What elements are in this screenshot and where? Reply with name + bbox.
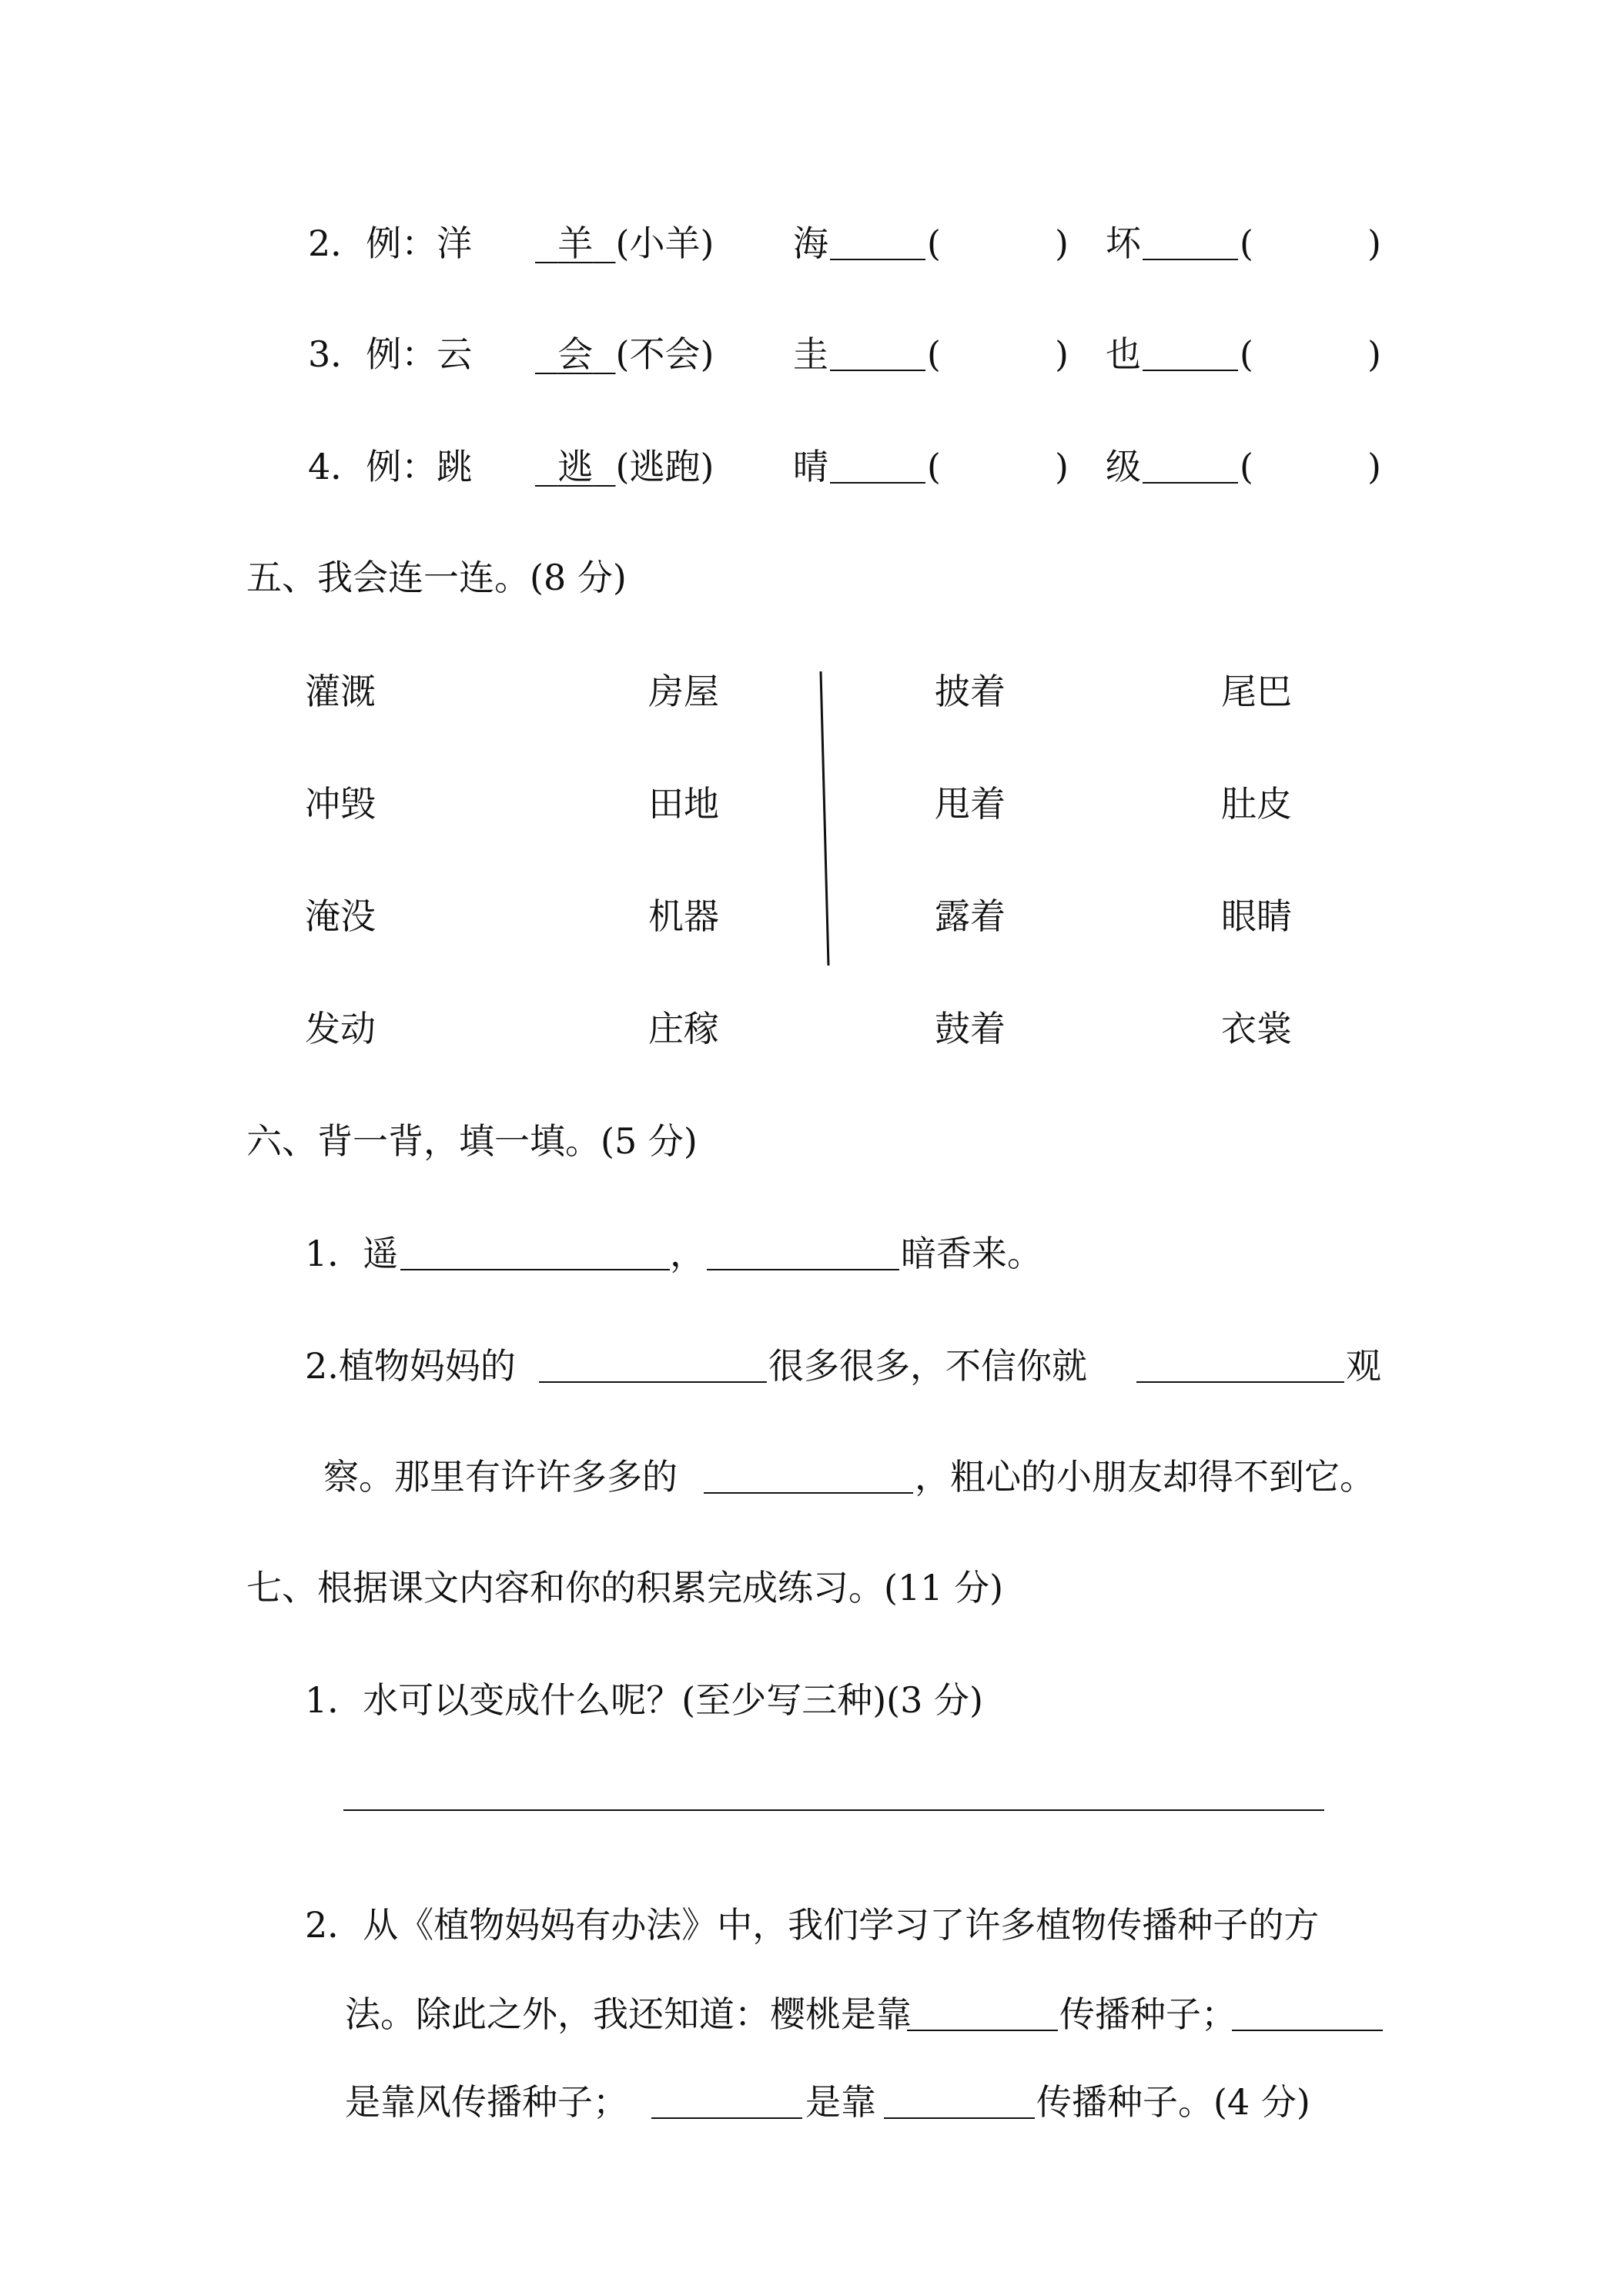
- close-paren: ): [1055, 223, 1069, 264]
- question-1-text: 1．水可以变成什么呢？(至少写三种)(3 分): [305, 1679, 983, 1721]
- question-2-line3-prefix: 是靠风传播种子；: [345, 2081, 628, 2123]
- question-2-line3-middle: 是靠: [805, 2081, 876, 2123]
- answer-blank[interactable]: [1143, 334, 1238, 371]
- match-word[interactable]: 露着: [935, 895, 1006, 937]
- match-word[interactable]: 淹没: [305, 895, 376, 937]
- answer-blank[interactable]: [707, 1233, 899, 1270]
- question-char: 坏: [1106, 223, 1141, 264]
- example-answer: 逃 (逃跑): [557, 446, 714, 487]
- open-paren: (: [1240, 223, 1253, 264]
- close-paren: ): [1055, 446, 1069, 487]
- answer-blank[interactable]: [1232, 1994, 1383, 2031]
- match-word[interactable]: 披着: [935, 671, 1006, 712]
- question-char: 级: [1106, 446, 1141, 487]
- close-paren: ): [1367, 333, 1381, 375]
- answer-blank[interactable]: [830, 334, 925, 371]
- match-word[interactable]: 灌溉: [305, 671, 376, 712]
- close-paren: ): [1367, 446, 1381, 487]
- question-char: 也: [1106, 333, 1141, 375]
- match-word[interactable]: 冲毁: [305, 783, 376, 825]
- question-char: 晴: [793, 446, 828, 487]
- question-2-line2-prefix: 察。那里有许许多多的: [323, 1456, 678, 1498]
- row-number-example: 3．例：云: [308, 333, 473, 375]
- question-2-middle: 很多很多，不信你就: [768, 1345, 1087, 1387]
- answer-blank[interactable]: [1143, 223, 1238, 260]
- answer-blank[interactable]: [704, 1457, 913, 1494]
- question-2-line2-middle: 传播种子；: [1059, 1993, 1236, 2035]
- question-2-prefix: 2.植物妈妈的: [305, 1345, 516, 1387]
- section-six-title: 六、背一背，填一填。(5 分): [246, 1120, 698, 1162]
- question-1-prefix: 1．遥: [305, 1233, 399, 1274]
- question-2-end: 观: [1346, 1345, 1381, 1387]
- answer-blank[interactable]: [907, 1994, 1058, 2031]
- example-answer: 会 (不会): [557, 333, 714, 375]
- match-word[interactable]: 鼓着: [935, 1008, 1006, 1049]
- answer-blank[interactable]: [884, 2082, 1035, 2119]
- open-paren: (: [1240, 446, 1253, 487]
- question-char: 海: [793, 223, 828, 264]
- match-word[interactable]: 尾巴: [1221, 671, 1292, 712]
- question-1-comma: ，: [670, 1233, 705, 1274]
- answer-blank[interactable]: [400, 1233, 670, 1270]
- question-2-line2-prefix: 法。除此之外，我还知道：樱桃是靠: [345, 1993, 912, 2035]
- section-five-title: 五、我会连一连。(8 分): [246, 557, 627, 598]
- answer-blank[interactable]: [539, 1346, 767, 1383]
- section-seven-title: 七、根据课文内容和你的积累完成练习。(11 分): [246, 1567, 1004, 1608]
- match-word[interactable]: 眼睛: [1221, 895, 1292, 937]
- column-divider: [808, 670, 839, 970]
- match-word[interactable]: 衣裳: [1221, 1008, 1292, 1049]
- match-word[interactable]: 庄稼: [648, 1008, 719, 1049]
- answer-blank[interactable]: [830, 223, 925, 260]
- match-word[interactable]: 机器: [648, 895, 719, 937]
- close-paren: ): [1367, 223, 1381, 264]
- match-word[interactable]: 肚皮: [1221, 783, 1292, 825]
- match-word[interactable]: 房屋: [648, 671, 719, 712]
- question-2-line3-suffix: 传播种子。(4 分): [1036, 2081, 1310, 2123]
- answer-blank[interactable]: [1136, 1346, 1344, 1383]
- match-word[interactable]: 田地: [648, 783, 719, 825]
- open-paren: (: [1240, 333, 1253, 375]
- match-word[interactable]: 甩着: [935, 783, 1006, 825]
- question-1-suffix: 暗香来。: [901, 1233, 1042, 1274]
- close-paren: ): [1055, 333, 1069, 375]
- question-2-line1: 2．从《植物妈妈有办法》中，我们学习了许多植物传播种子的方: [305, 1904, 1320, 1946]
- open-paren: (: [927, 446, 941, 487]
- example-answer: 羊 (小羊): [557, 223, 714, 264]
- answer-blank[interactable]: [651, 2082, 802, 2119]
- answer-line[interactable]: [343, 1809, 1324, 1811]
- open-paren: (: [927, 333, 941, 375]
- row-number-example: 2．例：洋: [308, 223, 473, 264]
- question-char: 圭: [793, 333, 828, 375]
- match-word[interactable]: 发动: [305, 1008, 376, 1049]
- row-number-example: 4．例：跳: [308, 446, 473, 487]
- answer-blank[interactable]: [1143, 447, 1238, 484]
- open-paren: (: [927, 223, 941, 264]
- question-2-line2-suffix: ，粗心的小朋友却得不到它。: [915, 1456, 1375, 1498]
- answer-blank[interactable]: [830, 447, 925, 484]
